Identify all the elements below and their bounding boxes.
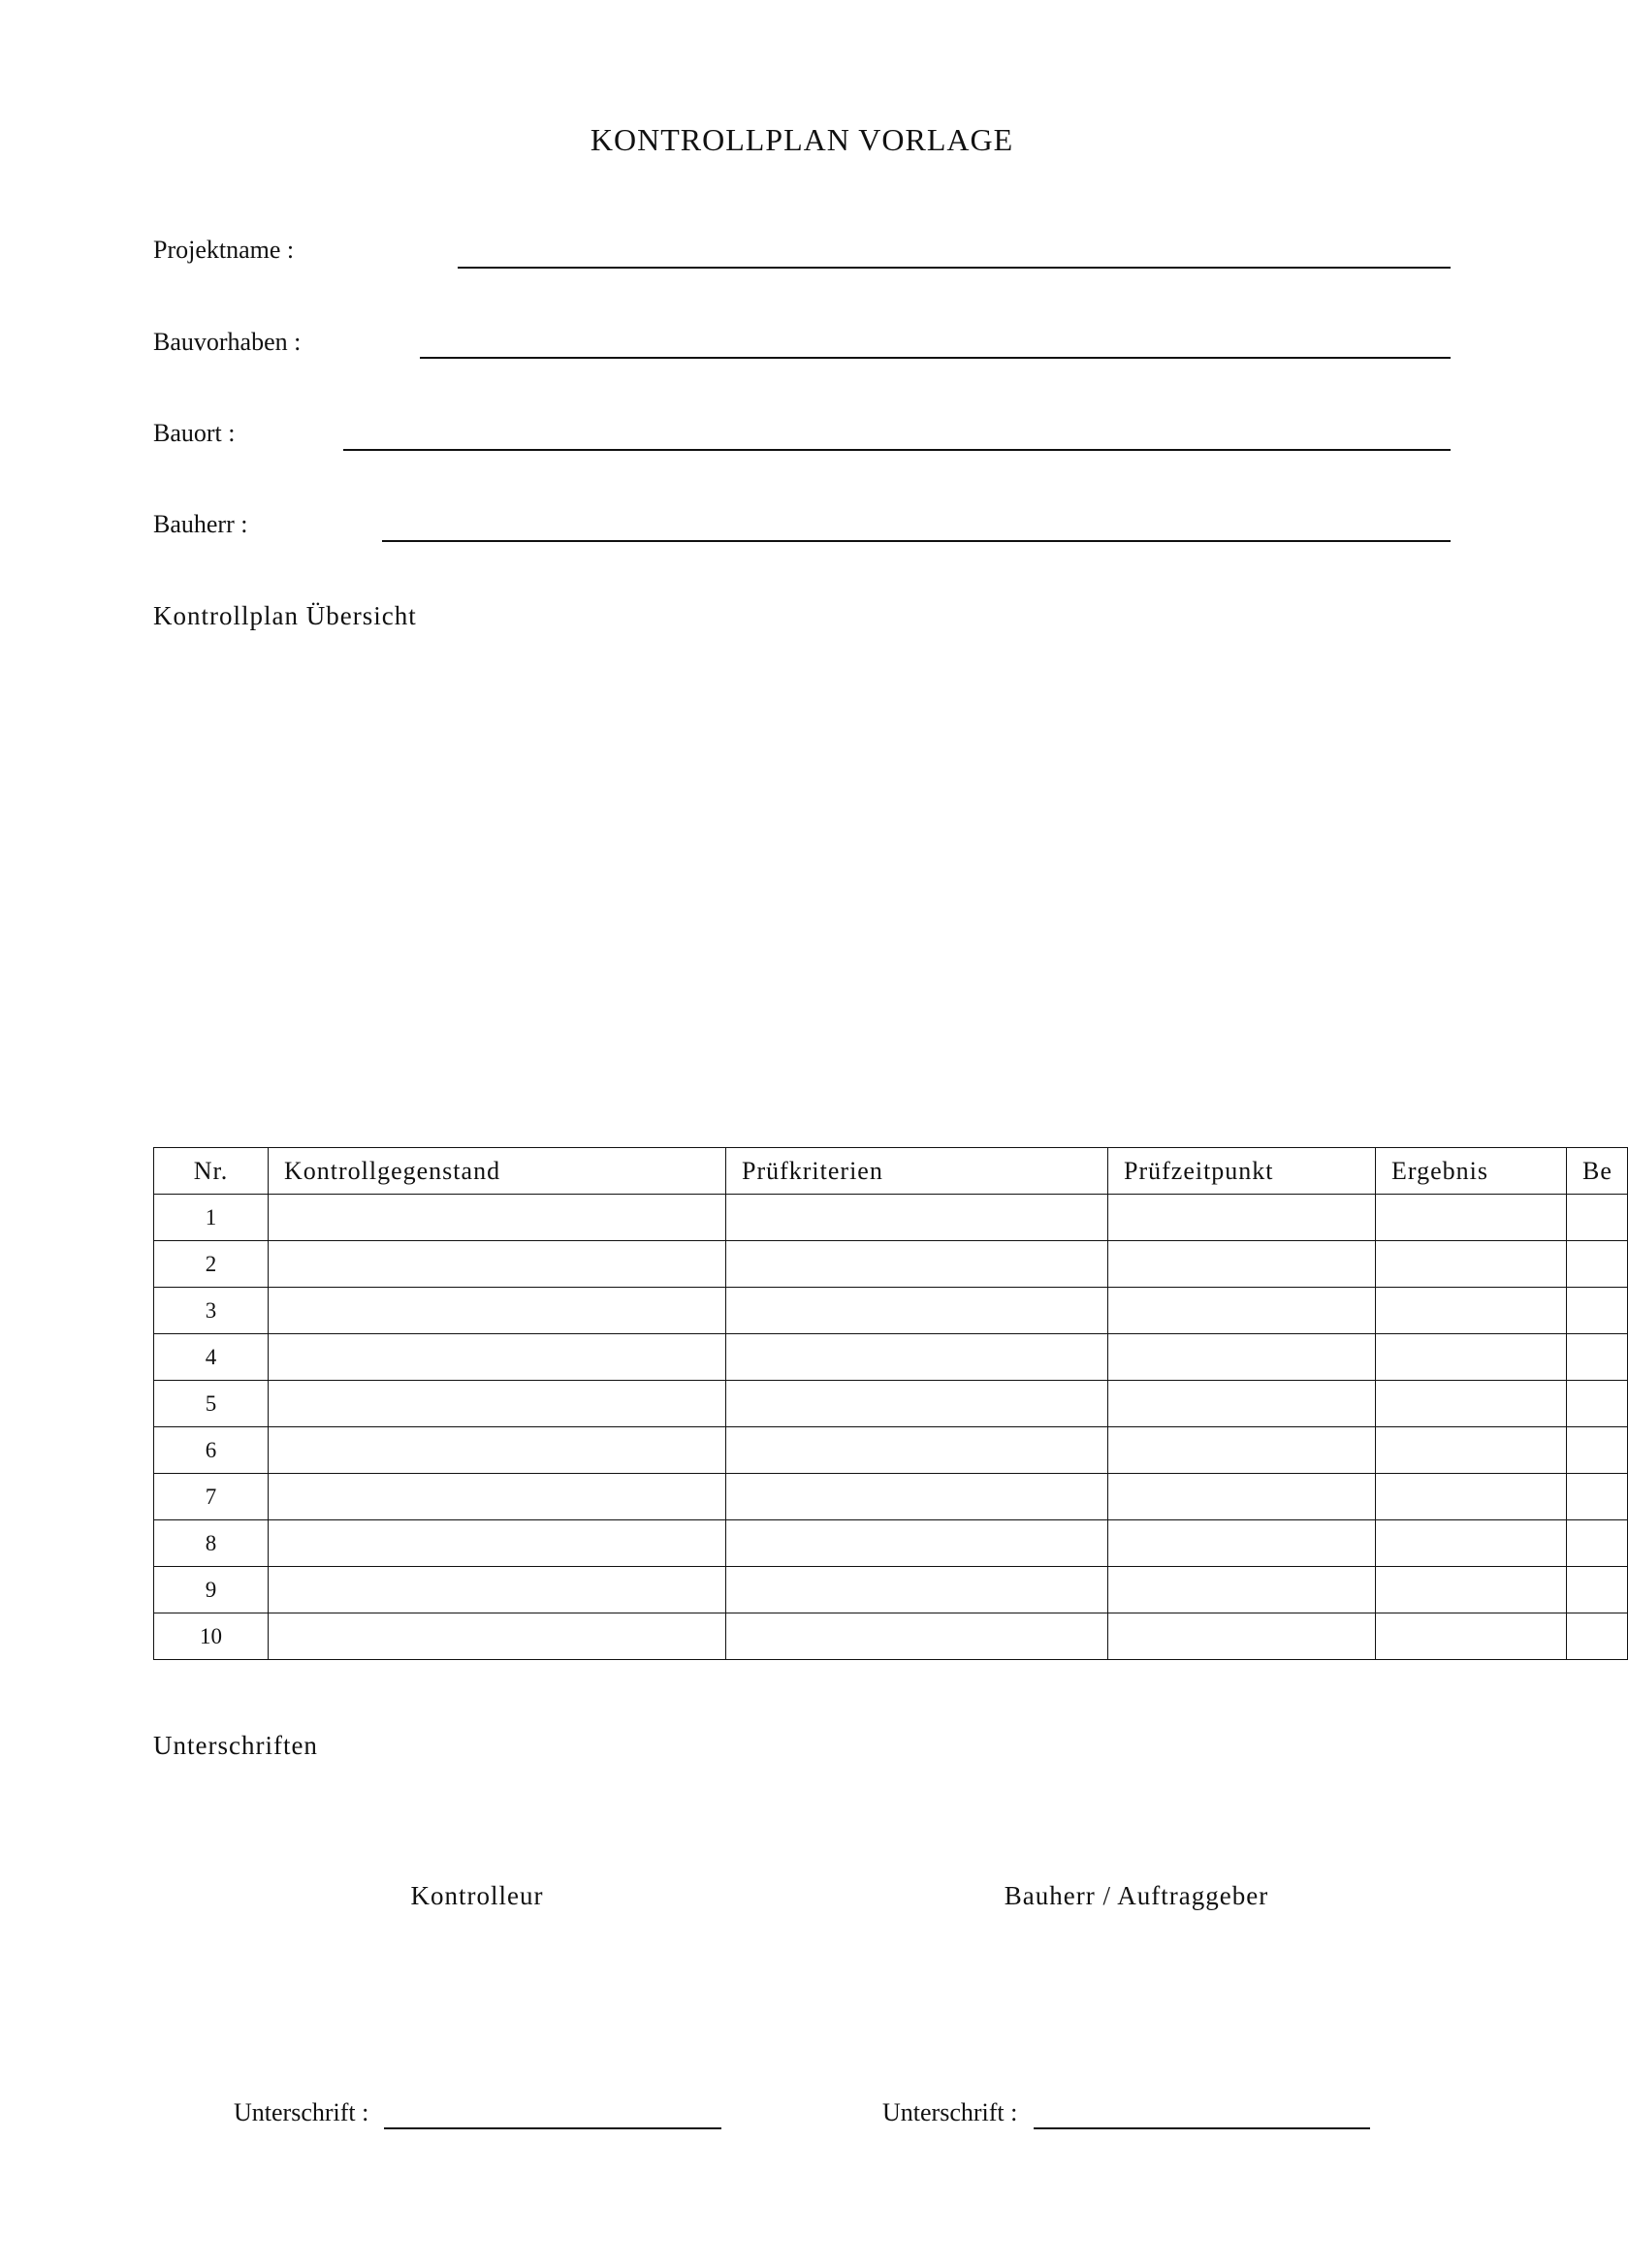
field-line-bauherr[interactable] — [382, 540, 1451, 542]
column-header-pruefkriterien: Prüfkriterien — [726, 1148, 1108, 1195]
table-cell[interactable] — [1376, 1288, 1567, 1334]
table-cell[interactable] — [1376, 1195, 1567, 1241]
table-cell[interactable] — [269, 1334, 726, 1381]
table-cell[interactable] — [1108, 1241, 1376, 1288]
table-cell[interactable] — [1108, 1520, 1376, 1567]
field-line-bauvorhaben[interactable] — [420, 357, 1451, 359]
column-header-ergebnis: Ergebnis — [1376, 1148, 1567, 1195]
table-cell[interactable] — [1567, 1474, 1628, 1520]
table-cell[interactable] — [726, 1474, 1108, 1520]
row-number: 4 — [154, 1334, 269, 1381]
table-cell[interactable] — [1376, 1567, 1567, 1613]
row-number: 2 — [154, 1241, 269, 1288]
field-label-bauort: Bauort : — [153, 419, 236, 447]
table-row — [154, 1520, 1628, 1567]
signature-label-bauherr: Unterschrift : — [882, 2098, 1018, 2126]
table-cell[interactable] — [1567, 1334, 1628, 1381]
table-cell[interactable] — [1108, 1381, 1376, 1427]
table-cell[interactable] — [1108, 1195, 1376, 1241]
table-row — [154, 1241, 1628, 1288]
field-label-projektname: Projektname : — [153, 236, 295, 264]
signature-role-kontrolleur: Kontrolleur — [410, 1881, 544, 1910]
table-header-row — [154, 1148, 1628, 1195]
signature-line-kontrolleur[interactable] — [384, 2127, 721, 2129]
row-number: 7 — [154, 1474, 269, 1520]
table-cell[interactable] — [269, 1288, 726, 1334]
field-label-bauherr: Bauherr : — [153, 510, 248, 538]
table-cell[interactable] — [1108, 1613, 1376, 1660]
table-cell[interactable] — [1567, 1381, 1628, 1427]
table-row — [154, 1427, 1628, 1474]
table-cell[interactable] — [1376, 1241, 1567, 1288]
document-title: KONTROLLPLAN VORLAGE — [590, 122, 1014, 157]
table-cell[interactable] — [1108, 1427, 1376, 1474]
table-cell[interactable] — [1376, 1334, 1567, 1381]
table-cell[interactable] — [269, 1474, 726, 1520]
table-cell[interactable] — [1567, 1288, 1628, 1334]
table-cell[interactable] — [726, 1381, 1108, 1427]
table-cell[interactable] — [269, 1520, 726, 1567]
table-cell[interactable] — [726, 1334, 1108, 1381]
table-cell[interactable] — [1376, 1474, 1567, 1520]
table-cell[interactable] — [726, 1241, 1108, 1288]
table-cell[interactable] — [1376, 1613, 1567, 1660]
row-number: 6 — [154, 1427, 269, 1474]
table-cell[interactable] — [726, 1567, 1108, 1613]
overview-heading: Kontrollplan Übersicht — [153, 601, 417, 630]
column-header-nr: Nr. — [154, 1148, 269, 1195]
table-cell[interactable] — [269, 1613, 726, 1660]
table-cell[interactable] — [1108, 1288, 1376, 1334]
table-cell[interactable] — [269, 1195, 726, 1241]
column-header-pruefzeitpunkt: Prüfzeitpunkt — [1108, 1148, 1376, 1195]
table-cell[interactable] — [726, 1613, 1108, 1660]
table-cell[interactable] — [269, 1241, 726, 1288]
signature-label-kontrolleur: Unterschrift : — [234, 2098, 369, 2126]
row-number: 10 — [154, 1613, 269, 1660]
table-row — [154, 1334, 1628, 1381]
table-cell[interactable] — [726, 1195, 1108, 1241]
table-cell[interactable] — [1567, 1520, 1628, 1567]
table-cell[interactable] — [1567, 1241, 1628, 1288]
column-header-kontrollgegenstand: Kontrollgegenstand — [269, 1148, 726, 1195]
table-cell[interactable] — [1567, 1195, 1628, 1241]
column-header-bemerkung: Be — [1567, 1148, 1628, 1195]
row-number: 1 — [154, 1195, 269, 1241]
table-row — [154, 1567, 1628, 1613]
table-cell[interactable] — [1108, 1567, 1376, 1613]
table-row — [154, 1288, 1628, 1334]
table-cell[interactable] — [1567, 1567, 1628, 1613]
table-cell[interactable] — [726, 1520, 1108, 1567]
table-cell[interactable] — [1108, 1334, 1376, 1381]
field-line-projektname[interactable] — [458, 267, 1451, 269]
table-cell[interactable] — [1376, 1427, 1567, 1474]
table-row — [154, 1474, 1628, 1520]
control-plan-table — [153, 1147, 1628, 1660]
table-cell[interactable] — [1108, 1474, 1376, 1520]
row-number: 3 — [154, 1288, 269, 1334]
field-label-bauvorhaben: Bauvorhaben : — [153, 328, 302, 356]
table-row — [154, 1613, 1628, 1660]
row-number: 5 — [154, 1381, 269, 1427]
table-cell[interactable] — [269, 1567, 726, 1613]
table-cell[interactable] — [269, 1427, 726, 1474]
table-cell[interactable] — [269, 1381, 726, 1427]
row-number: 8 — [154, 1520, 269, 1567]
signature-role-bauherr: Bauherr / Auftraggeber — [1004, 1881, 1269, 1910]
table-cell[interactable] — [726, 1427, 1108, 1474]
table-cell[interactable] — [726, 1288, 1108, 1334]
table-cell[interactable] — [1376, 1520, 1567, 1567]
table-row — [154, 1381, 1628, 1427]
table-cell[interactable] — [1376, 1381, 1567, 1427]
table-cell[interactable] — [1567, 1613, 1628, 1660]
table-cell[interactable] — [1567, 1427, 1628, 1474]
table-row — [154, 1195, 1628, 1241]
signatures-heading: Unterschriften — [153, 1731, 318, 1760]
signature-line-bauherr[interactable] — [1034, 2127, 1370, 2129]
row-number: 9 — [154, 1567, 269, 1613]
field-line-bauort[interactable] — [343, 449, 1451, 451]
